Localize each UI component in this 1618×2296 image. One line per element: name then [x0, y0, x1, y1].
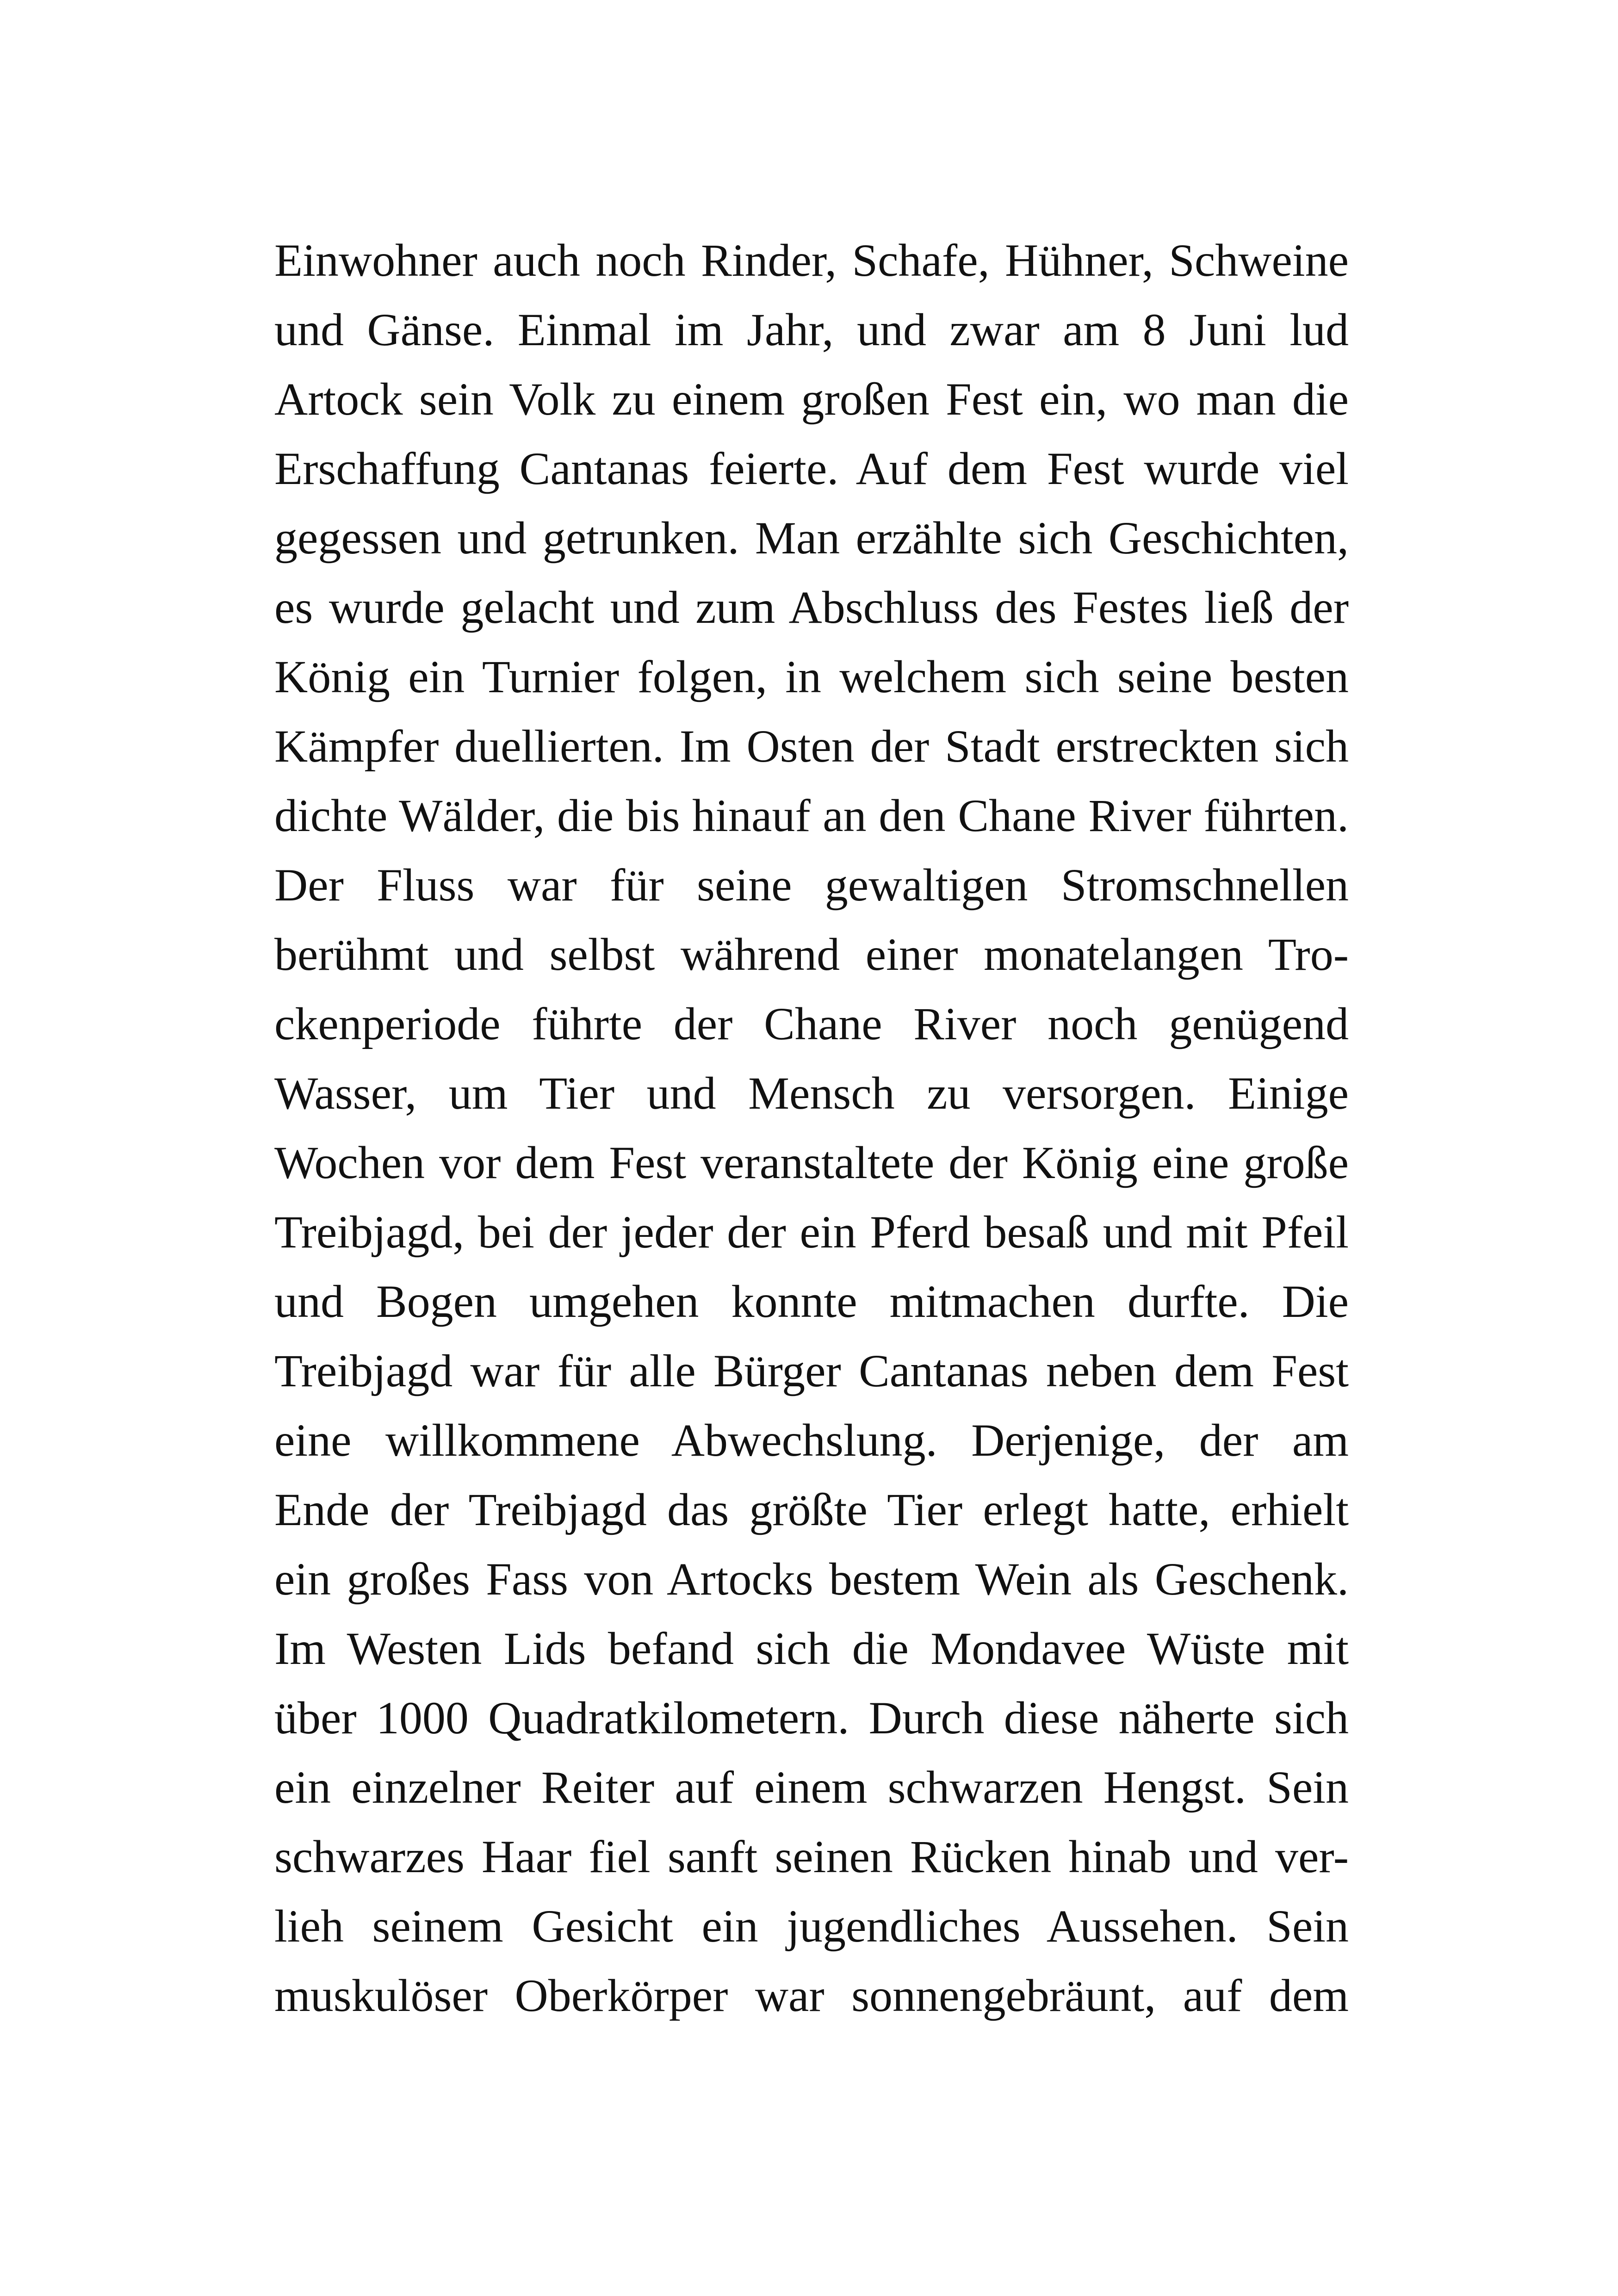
text-line: muskulöser Oberkörper war sonnengebräunt, auf dem	[274, 1970, 1349, 2021]
text-line: über 1000 Quadratkilometern. Durch diese näherte sich	[274, 1692, 1349, 1744]
text-line: Artock sein Volk zu einem großen Fest ein, wo man die	[274, 373, 1349, 425]
text-line: es wurde gelacht und zum Abschluss des Festes ließ der	[274, 582, 1349, 633]
text-line: Treibjagd war für alle Bürger Cantanas neben dem Fest	[274, 1345, 1349, 1396]
text-line: ein einzelner Reiter auf einem schwarzen Hengst. Sein	[274, 1762, 1349, 1813]
text-line: Treibjagd, bei der jeder der ein Pferd besaß und mit Pfeil	[274, 1206, 1349, 1258]
text-line: König ein Turnier folgen, in welchem sich seine besten	[274, 651, 1349, 702]
text-line: ckenperiode führte der Chane River noch genügend	[274, 998, 1349, 1049]
text-line: ein großes Fass von Artocks bestem Wein als Geschenk.	[274, 1553, 1349, 1605]
text-line: schwarzes Haar fiel sanft seinen Rücken hinab und ver-	[274, 1831, 1349, 1882]
text-line: Ende der Treibjagd das größte Tier erlegt hatte, erhielt	[274, 1484, 1349, 1535]
text-line: berühmt und selbst während einer monatelangen Tro-	[274, 929, 1349, 980]
text-line: Wochen vor dem Fest veranstaltete der König eine große	[274, 1137, 1349, 1188]
text-line: lieh seinem Gesicht ein jugendliches Aussehen. Sein	[274, 1900, 1349, 1952]
text-line: Kämpfer duellierten. Im Osten der Stadt erstreckten sich	[274, 720, 1349, 772]
text-line: eine willkommene Abwechslung. Derjenige, der am	[274, 1415, 1349, 1466]
text-line: gegessen und getrunken. Man erzählte sich Geschichten,	[274, 512, 1349, 564]
body-text	[274, 226, 1349, 2030]
text-line: Einwohner auch noch Rinder, Schafe, Hühner, Schweine	[274, 235, 1349, 286]
text-line: Der Fluss war für seine gewaltigen Stromschnellen	[274, 859, 1349, 911]
text-line: und Bogen umgehen konnte mitmachen durfte. Die	[274, 1276, 1349, 1327]
text-line: Wasser, um Tier und Mensch zu versorgen. Einige	[274, 1067, 1349, 1119]
text-line: Im Westen Lids befand sich die Mondavee Wüste mit	[274, 1623, 1349, 1674]
text-line: dichte Wälder, die bis hinauf an den Chane River führten.	[274, 790, 1349, 841]
text-line: und Gänse. Einmal im Jahr, und zwar am 8 Juni lud	[274, 304, 1349, 355]
text-line: Erschaffung Cantanas feierte. Auf dem Fest wurde viel	[274, 443, 1349, 494]
